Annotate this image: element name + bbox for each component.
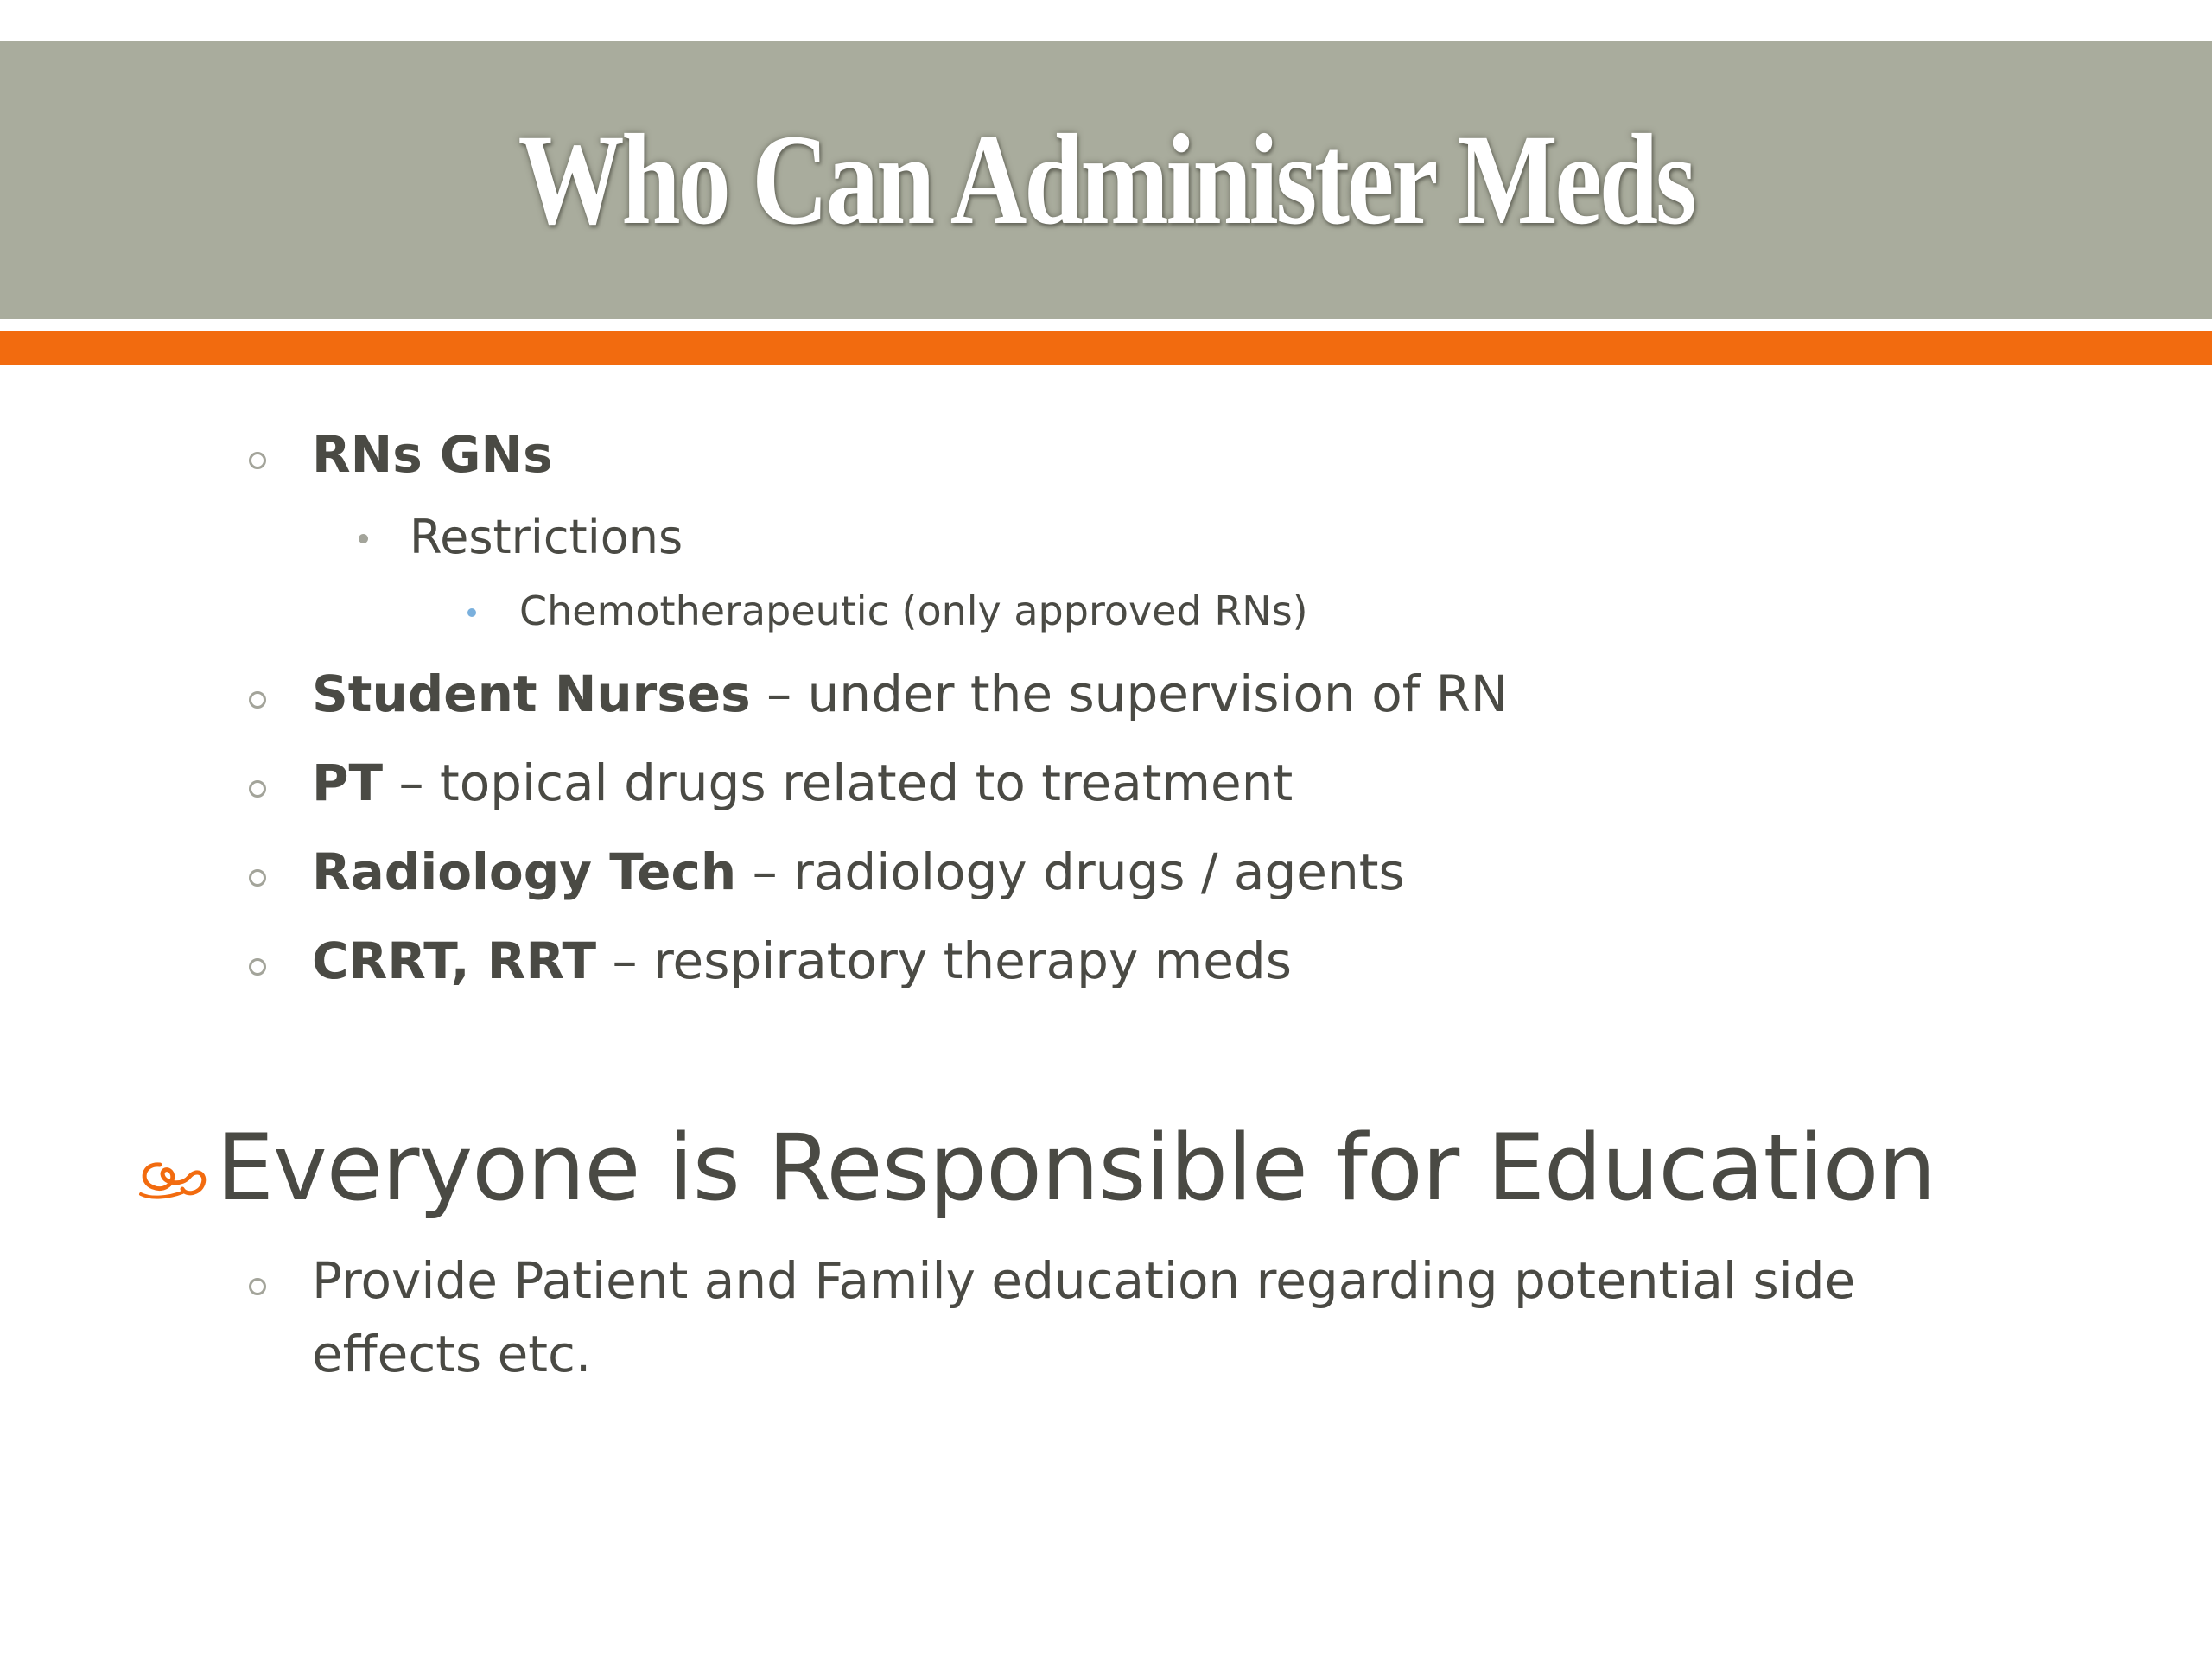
list-item-text: – respiratory therapy meds bbox=[596, 931, 1292, 990]
list-item-text: – under the supervision of RN bbox=[750, 664, 1509, 723]
dot-bullet-icon bbox=[359, 534, 368, 543]
list-item-rns-gns bbox=[312, 425, 553, 484]
list-item-crrt-rrt bbox=[312, 931, 1292, 990]
list-item-education-line1: Provide Patient and Family education regarding potential side bbox=[312, 1251, 1856, 1310]
list-item-bold: Radiology Tech bbox=[312, 842, 737, 901]
list-item-text: – topical drugs related to treatment bbox=[383, 753, 1294, 812]
list-item-bold: RNs GNs bbox=[312, 425, 553, 484]
swirl-bullet-icon bbox=[134, 1147, 213, 1208]
list-subsubitem-chemotherapeutic: Chemotherapeutic (only approved RNs) bbox=[519, 588, 1308, 634]
hollow-circle-bullet-icon bbox=[249, 869, 266, 887]
hollow-circle-bullet-icon bbox=[249, 958, 266, 976]
list-item-bold: CRRT, RRT bbox=[312, 931, 597, 990]
list-subitem-restrictions: Restrictions bbox=[410, 510, 683, 564]
hollow-circle-bullet-icon bbox=[249, 452, 266, 469]
list-item-education-line2: effects etc. bbox=[312, 1325, 592, 1383]
hollow-circle-bullet-icon bbox=[249, 691, 266, 709]
accent-bar bbox=[0, 331, 2212, 365]
title-band bbox=[0, 41, 2212, 319]
hollow-circle-bullet-icon bbox=[249, 1278, 266, 1295]
list-item-bold: PT bbox=[312, 753, 384, 812]
blue-dot-bullet-icon bbox=[467, 608, 476, 617]
list-item-radiology-tech bbox=[312, 842, 1405, 901]
title-divider-gap bbox=[0, 319, 2212, 331]
list-item-bold: Student Nurses bbox=[312, 664, 751, 723]
list-item-pt bbox=[312, 753, 1293, 812]
hollow-circle-bullet-icon bbox=[249, 780, 266, 798]
list-item-student-nurses bbox=[312, 664, 1508, 723]
section-heading-education: Everyone is Responsible for Education bbox=[216, 1115, 1936, 1221]
list-item-text: – radiology drugs / agents bbox=[736, 842, 1405, 901]
slide-title: Who Can Administer Meds bbox=[518, 108, 1694, 251]
